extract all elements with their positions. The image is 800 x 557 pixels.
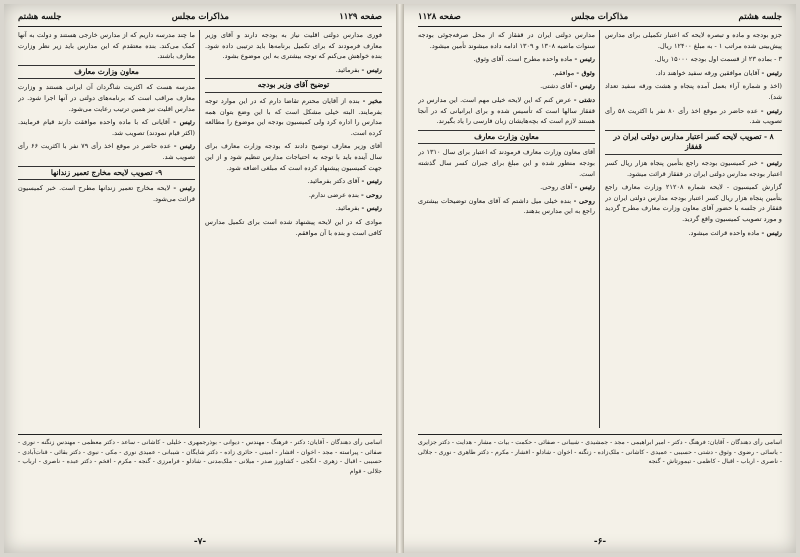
- book-gutter: [396, 4, 404, 553]
- left-page: [4, 4, 396, 553]
- paragraph: [605, 106, 782, 127]
- text-column-left: [18, 30, 195, 430]
- paragraph: [205, 217, 382, 238]
- paragraph: [18, 141, 195, 162]
- speaker-name: روحی -: [573, 196, 595, 205]
- paragraph: [605, 158, 782, 179]
- speaker-name: رئیس -: [761, 68, 782, 77]
- journal-title: مذاکرات مجلس: [171, 12, 229, 22]
- paragraph-text: عده حاضر در موقع اخذ رأی ۸۰ نفر با اکثریت ۵۸ رأی تصویب شد.: [605, 106, 782, 126]
- paragraph-text: بفرمائید.: [335, 65, 360, 74]
- paragraph: [205, 141, 382, 173]
- speaker-name: رئیس -: [574, 55, 595, 64]
- speaker-name: روحی -: [361, 190, 382, 199]
- paragraph-text: جزو بودجه و ماده و تبصره لایحه که اعتبار تکمیلی برای مدارس پیش‌بینی شده مراتب ۱ - به مبلغ ۱۲۴۰۰ ریال.: [605, 31, 782, 50]
- footnote-rule: [418, 434, 782, 435]
- journal-title: مذاکرات مجلس: [571, 12, 629, 22]
- paragraph-text: لایحه مخارج تعمیر زندانها مطرح است. خبر کمیسیون قرائت می‌شود.: [18, 184, 195, 203]
- paragraph-text: آقای روحی.: [540, 183, 573, 192]
- paragraph: [418, 196, 595, 217]
- paragraph: [418, 81, 595, 92]
- paragraph-text: عرض کنم که این لایحه خیلی مهم است. این مدارس در قفقاز سالها است که تأسیس شده و برای ایرانیانی که در آنجا هستند لازم است که بچه‌هایشان زبان فارسی را یاد بگیرند.: [418, 95, 595, 126]
- paragraph-text: (اخذ و شماره آراء بعمل آمده پنجاه و هشت ورقه سفید تعداد شد).: [605, 82, 782, 101]
- session-label: جلسه هشتم: [18, 12, 62, 22]
- paragraph: [605, 81, 782, 102]
- paragraph: [18, 183, 195, 204]
- paragraph-text: آقای دکتر بفرمائید.: [307, 177, 360, 186]
- paragraph-text: خبر کمیسیون بودجه راجع بتأمین پنجاه هزار ریال کسر اعتبار بودجه مدارس دولتی ایران در قفقاز قرائت میشود.: [605, 158, 782, 178]
- speaker-name: رئیس -: [173, 142, 195, 151]
- speaker-name: رئیس -: [173, 118, 195, 127]
- paragraph: [605, 54, 782, 65]
- paragraph: [205, 176, 382, 187]
- paragraph: [205, 203, 382, 214]
- section-heading: ۹- تصویب لایحه مخارج تعمیر زندانها: [18, 166, 195, 181]
- paragraph: [418, 95, 595, 127]
- speaker-name: رئیس -: [361, 204, 382, 213]
- session-label: جلسه هشتم: [738, 12, 782, 22]
- paragraph-text: آقای معاون وزارت معارف فرمودند که اعتبار برای سال ۱۳۱۰ در بودجه منظور شده و این مبلغ برای جبران کسر سال گذشته است.: [418, 148, 595, 178]
- speaker-name: رئیس -: [760, 106, 782, 115]
- speaker-name: رئیس -: [761, 228, 782, 237]
- speaker-name: مخبر -: [362, 96, 382, 105]
- page-number: -۷-: [193, 537, 207, 547]
- paragraph: [18, 30, 195, 62]
- section-heading: ۸ - تصویب لایحه کسر اعتبار مدارس دولتی ایران در قفقاز: [605, 130, 782, 155]
- paragraph-text: آقای دشتی.: [540, 82, 573, 91]
- paragraph-text: مدارس دولتی ایران در قفقاز که از محل صرفه‌جوئی بودجه سنوات ماضیه ۱۳۰۸ و ۱۳۰۹ ادامه داده میشوند تأمین میشود.: [418, 31, 595, 50]
- speaker-name: رئیس -: [361, 177, 382, 186]
- speaker-name: وثوق -: [576, 68, 595, 77]
- column-divider: [599, 30, 600, 428]
- page-label: صفحه ۱۱۲۹: [339, 12, 382, 22]
- speaker-name: رئیس -: [361, 65, 382, 74]
- paragraph-text: بنده عرضی ندارم.: [308, 190, 359, 199]
- paragraph-text: بفرمائید.: [335, 204, 360, 213]
- text-column-left: [418, 30, 595, 430]
- footnote-voters: اسامی رأی دهندگان - آقایان: فرهنگ - دکتر - امیر ابراهیمی - مجد - جمشیدی - شیبانی - صفائی - حکمت - بیات - مشار - هدایت - دکتر جزایری - یاسائی - رضوی - وثوق - دشتی - حسیبی - عمیدی - کاشانی - ملک‌زاده - زنگنه - اخوان - شادلو - افشار - مکرم - دکتر طاهری - نوری - جلالی - ناصری - ارباب - اقبال - کاظمی - تیمورتاش - گنجه: [418, 439, 782, 466]
- paragraph: [605, 228, 782, 239]
- paragraph-text: ما چند مدرسه داریم که از مدارس خارجی هستند و دولت به آنها کمک می‌کند. بنده معتقدم که این مدارس باید زیر نظر وزارت معارف باشند.: [18, 31, 195, 61]
- speaker-name: رئیس -: [173, 184, 195, 193]
- paragraph: [205, 65, 382, 76]
- paragraph: [418, 182, 595, 193]
- paragraph: [18, 82, 195, 114]
- text-column-right: [605, 30, 782, 430]
- speaker-name: رئیس -: [574, 82, 595, 91]
- paragraph-text: فوری مدارس دولتی اقلیت نیاز به بودجه دارند و آقای وزیر معارف فرمودند که برای تکمیل برنامه‌ها باید ترتیبی داده شود. بنده خواهش می‌کنم که توجه بیشتری به این موضوع بشود.: [205, 31, 382, 61]
- footnote-rule: [18, 434, 382, 435]
- paragraph-text: بنده از آقایان محترم تقاضا دارم که در این موارد توجه بفرمایند. البته خیلی مشکل است که با این وضع بتوان همه مدارس را اداره کرد ولی کمیسیون بودجه این موضوع را مطالعه کرده است.: [205, 96, 382, 137]
- right-page: [404, 4, 796, 553]
- paragraph-text: موادی که در این لایحه پیشنهاد شده است برای تکمیل مدارس کافی است و بنده با آن موافقم.: [205, 217, 382, 237]
- paragraph: [205, 190, 382, 201]
- paragraph-text: آقایان موافقین ورقه سفید خواهند داد.: [655, 68, 760, 77]
- page-header: [418, 10, 782, 24]
- open-book-spread: [4, 4, 796, 553]
- header-rule: [418, 26, 782, 27]
- footnote-voters: اسامی رأی دهندگان - آقایان: دکتر - فرهنگ - مهندس - دیوانی - بوذرجمهری - خلیلی - کاشانی - ساعد - دکتر معظمی - مهندس زنگنه - نوری - صفائی - پیراسته - مجد - اخوان - افشار - امینی - حائری زاده - دکتر شایگان - شیبانی - عمیدی نوری - مکی - نبوی - دکتر بقائی - قنات‌آبادی - حسیبی - اقبال - زهری - انگجی - کشاورز صدر - میلانی - ملک‌مدنی - شادلو - فرامرزی - گنجه - مکرم - افخم - دکتر عبده - ناصری - ارباب - جلالی - قوام: [18, 439, 382, 475]
- paragraph: [418, 54, 595, 65]
- paragraph: [418, 147, 595, 179]
- paragraph-text: گزارش کمیسیون - لایحه شماره ۲۱۲۰۸ وزارت معارف راجع بتأمین پنجاه هزار ریال کسر اعتبار بودجه مدارس دولتی ایران در قفقاز در جلسه با حضور آقای معاون وزارت معارف مطرح گردید و مورد تصویب کمیسیون واقع گردید.: [605, 183, 782, 223]
- paragraph-text: موافقم.: [552, 68, 575, 77]
- paragraph: [605, 30, 782, 51]
- paragraph-text: ماده واحده قرائت میشود.: [688, 228, 760, 237]
- paragraph: [605, 182, 782, 224]
- paragraph: [418, 68, 595, 79]
- paragraph-text: عده حاضر در موقع اخذ رأی ۷۹ نفر با اکثریت ۶۶ رأی تصویب شد.: [18, 142, 195, 161]
- page-header: [18, 10, 382, 24]
- paragraph: [605, 68, 782, 79]
- paragraph: [205, 96, 382, 138]
- section-heading: معاون وزارت معارف: [418, 130, 595, 145]
- paragraph-text: آقایانی که با ماده واحده موافقت دارند قیام فرمایند. (اکثر قیام نمودند) تصویب شد.: [18, 118, 195, 137]
- speaker-name: دشتی -: [573, 95, 595, 104]
- paragraph: [418, 30, 595, 51]
- page-number: -۶-: [593, 537, 607, 547]
- page-label: صفحه ۱۱۲۸: [418, 12, 461, 22]
- paragraph-text: بنده خیلی میل داشتم که آقای معاون توضیحات بیشتری راجع به این مدارس بدهند.: [418, 196, 595, 216]
- speaker-name: رئیس -: [760, 158, 782, 167]
- paragraph-text: مدرسه هست که اکثریت شاگردان آن ایرانی هستند و وزارت معارف مراقب است که برنامه‌های دولتی در آنها اجرا شود. در مدارس اقلیت نیز همین ترتیب رعایت می‌شود.: [18, 83, 195, 113]
- paragraph-text: ۳ - بماده ۲۳ از قسمت اول بودجه ۱۵۰۰۰ ریال.: [654, 55, 782, 64]
- section-heading: توضیح آقای وزیر بودجه: [205, 78, 382, 93]
- column-divider: [199, 30, 200, 428]
- section-heading: معاون وزارت معارف: [18, 65, 195, 80]
- header-rule: [18, 26, 382, 27]
- text-column-right: [205, 30, 382, 430]
- paragraph: [18, 117, 195, 138]
- paragraph-text: ماده واحده مطرح است. آقای وثوق.: [473, 55, 573, 64]
- paragraph-text: آقای وزیر معارف توضیح دادند که بودجه وزارت معارف برای سال آینده باید با توجه به احتیاجات مدارس تنظیم شود و از این جهت کمیسیون پیشنهاد کرده است که مبلغی اضافه شود.: [205, 142, 382, 172]
- speaker-name: رئیس -: [574, 183, 595, 192]
- paragraph: [205, 30, 382, 62]
